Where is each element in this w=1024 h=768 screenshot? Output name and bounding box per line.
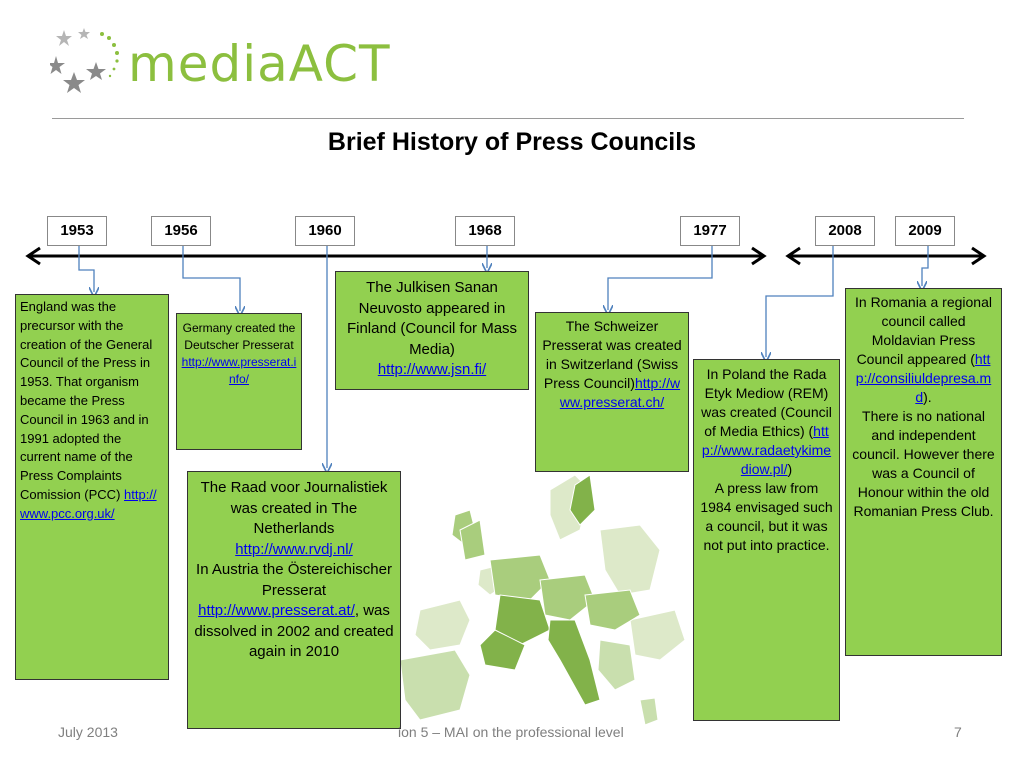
poland-text: In Poland the Rada Etyk Mediow (REM) was created (Council of Media Ethics) ( [701,366,832,439]
poland-text-close: ) [787,461,793,477]
box-finland [335,271,529,390]
year-1968: 1968 [455,216,515,246]
finland-text: The Julkisen Sanan Neuvosto appeared in Finland (Council for Mass Media) [346,279,518,358]
footer-title: ion 5 – MAI on the professional level [398,724,624,740]
year-2008: 2008 [815,216,875,246]
link-presserat-at[interactable]: http://www.presserat.at/ [198,602,355,619]
link-presserat-ch[interactable]: http://www.presserat.ch/ [559,375,681,410]
box-poland [693,359,840,721]
year-1977: 1977 [680,216,740,246]
year-1960: 1960 [295,216,355,246]
year-2009: 2009 [895,216,955,246]
slide-title: Brief History of Press Councils [327,128,697,156]
poland-text-law: A press law from 1984 envisaged such a council, but it was not put into practice. [700,480,833,553]
brand-logo-text: mediaACT [128,35,391,93]
england-text: England was the precursor with the creation of the General Council of the Press in 1953. That organism became the Press Council in 1963 and in 1991 adopted the current name of the Press Complaints Comission (PCC) [20,299,153,502]
year-1956: 1956 [151,216,211,246]
slide-number: 7 [954,724,962,740]
box-england [15,294,169,680]
box-germany [176,313,302,450]
link-consiliuldepresa[interactable]: http://consiliuldepresa.md [855,351,992,405]
romania-text-close: ). [923,389,932,405]
box-netherlands-austria [187,471,401,729]
romania-text-honour: There is no national and independent council. However there was a Council of Honour within the old Romanian Press Club. [852,408,995,519]
connector-1953 [79,246,94,292]
austria-text: In Austria the Östereichischer Presserat [196,561,392,599]
footer-date: July 2013 [58,724,118,740]
romania-text: In Romania a regional council called Moldavian Press Council appeared ( [855,294,992,367]
connector-2009 [922,246,928,286]
link-jsn[interactable]: http://www.jsn.fi/ [377,361,487,378]
box-romania [845,288,1002,656]
switzerland-text: The Schweizer Presserat was created in Switzerland (Swiss Press Council) [542,318,682,391]
link-pcc[interactable]: http://www.pcc.org.uk/ [20,486,157,521]
link-radaetykimediow[interactable]: http://www.radaetykimediow.pl/ [701,423,832,477]
netherlands-text: The Raad voor Journalistiek was created in The Netherlands [200,479,388,537]
year-1953: 1953 [47,216,107,246]
box-switzerland [535,312,689,472]
link-presserat-info[interactable]: http://www.presserat.info/ [181,355,297,386]
link-rvdj[interactable]: http://www.rvdj.nl/ [235,540,353,558]
timeline-arrows [28,248,984,264]
austria-text-end: , was dissolved in 2002 and created again in 2010 [194,602,394,660]
germany-text: Germany created the Deutscher Presserat [182,321,296,352]
